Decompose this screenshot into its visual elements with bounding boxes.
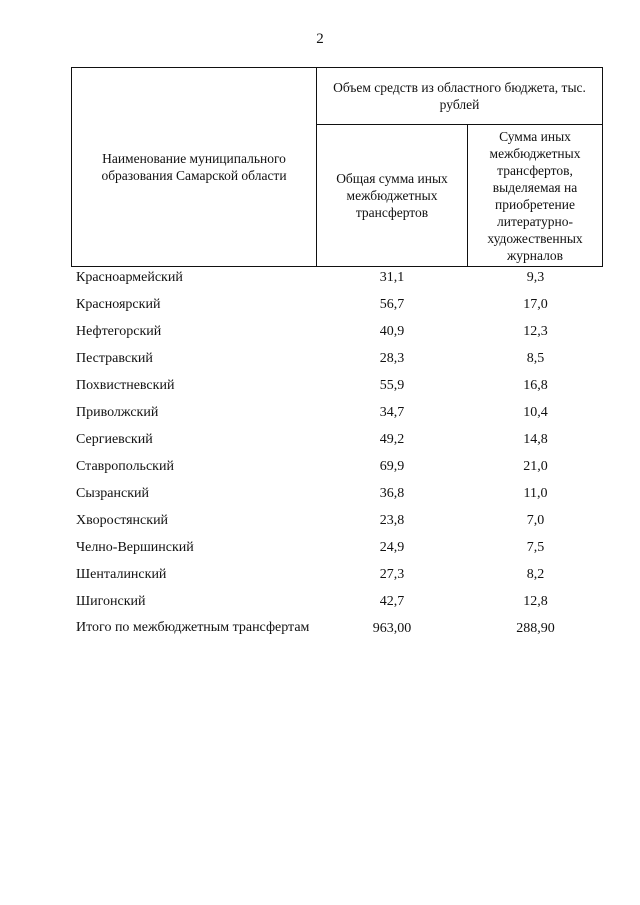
table-row — [73, 457, 603, 484]
row-total: 23,8 — [379, 513, 405, 528]
row-literature: 8,2 — [526, 567, 545, 582]
table-row — [73, 511, 603, 538]
table-body — [73, 268, 603, 659]
row-literature: 12,3 — [523, 324, 548, 339]
row-literature: 7,0 — [526, 513, 545, 528]
row-total: 69,9 — [379, 459, 405, 474]
table-row — [73, 565, 603, 592]
table-row — [73, 322, 603, 349]
row-literature: 12,8 — [523, 594, 548, 609]
row-literature: 9,3 — [526, 270, 545, 285]
table-row — [73, 538, 603, 565]
row-literature: 11,0 — [523, 486, 548, 501]
row-name: Ставропольский — [76, 459, 174, 474]
row-literature: 8,5 — [526, 351, 545, 366]
table-row — [73, 376, 603, 403]
row-total: 28,3 — [379, 351, 405, 366]
row-name: Нефтегорский — [76, 324, 162, 339]
row-literature: 21,0 — [523, 459, 548, 474]
row-name: Красноармейский — [76, 270, 183, 285]
table-row — [73, 484, 603, 511]
row-name: Пестравский — [76, 351, 153, 366]
row-total: 49,2 — [379, 432, 405, 447]
table-header — [71, 67, 603, 267]
header-literature-transfers-label: Сумма иных межбюджетных трансфертов, выделяемая на приобретение литературно-художественных журналов — [487, 128, 583, 263]
header-total-transfers-label: Общая сумма иных межбюджетных трансфертов — [336, 171, 448, 220]
row-literature: 16,8 — [523, 378, 548, 393]
row-name: Хворостянский — [76, 513, 169, 528]
row-total: 56,7 — [379, 297, 405, 312]
header-budget-group-label: Объем средств из областного бюджета, тыс. рублей — [333, 80, 586, 112]
table-row — [73, 403, 603, 430]
summary-name: Итого по межбюджетным трансфертам — [76, 620, 310, 635]
summary-row — [73, 619, 603, 659]
row-total: 42,7 — [379, 594, 405, 609]
row-total: 36,8 — [379, 486, 405, 501]
row-literature: 14,8 — [523, 432, 548, 447]
page-number: 2 — [316, 31, 324, 47]
row-name: Похвистневский — [76, 378, 175, 393]
header-literature-transfers — [468, 125, 602, 266]
row-total: 31,1 — [379, 270, 405, 285]
row-total: 27,3 — [379, 567, 405, 582]
table-row — [73, 295, 603, 322]
row-name: Шенталинский — [76, 567, 167, 582]
header-municipality-label: Наименование муниципального образования Самарской области — [101, 151, 287, 183]
row-name: Приволжский — [76, 405, 159, 420]
row-literature: 10,4 — [523, 405, 548, 420]
table-row — [73, 592, 603, 619]
table-row — [73, 430, 603, 457]
row-name: Сызранский — [76, 486, 149, 501]
summary-total: 963,00 — [372, 621, 412, 636]
row-total: 40,9 — [379, 324, 405, 339]
row-literature: 17,0 — [523, 297, 548, 312]
row-total: 34,7 — [379, 405, 405, 420]
header-municipality — [72, 68, 317, 266]
row-total: 55,9 — [379, 378, 405, 393]
row-name: Челно-Вершинский — [76, 540, 194, 555]
row-name: Красноярский — [76, 297, 161, 312]
summary-literature: 288,90 — [516, 621, 555, 636]
row-literature: 7,5 — [526, 540, 545, 555]
row-name: Сергиевский — [76, 432, 153, 447]
row-total: 24,9 — [379, 540, 405, 555]
header-budget-group — [317, 68, 602, 125]
table-row — [73, 349, 603, 376]
table-row — [73, 268, 603, 295]
header-total-transfers — [317, 125, 468, 266]
row-name: Шигонский — [76, 594, 146, 609]
